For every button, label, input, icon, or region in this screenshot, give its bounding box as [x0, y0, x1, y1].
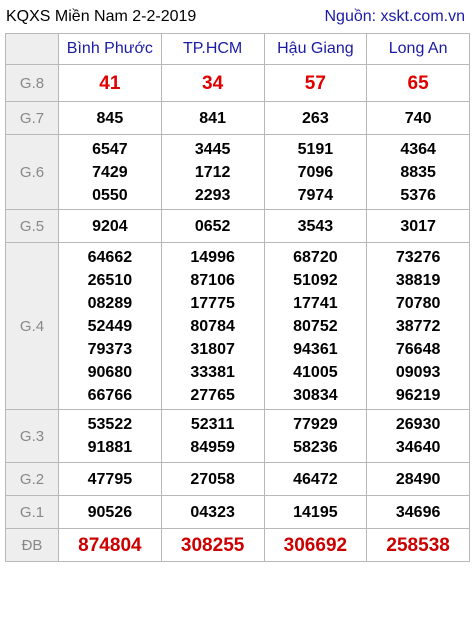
results-table [5, 33, 470, 562]
prize-cell [59, 65, 162, 102]
province-header[interactable]: Hậu Giang [264, 34, 367, 65]
prize-cell [367, 135, 470, 210]
prize-label: G.5 [6, 210, 59, 243]
lottery-number: 90680 [87, 363, 133, 381]
lottery-number: 77929 [293, 416, 338, 433]
prize-cell [161, 463, 264, 496]
lottery-number: 79373 [87, 340, 133, 358]
lottery-number: 90526 [87, 503, 133, 521]
lottery-number: 14195 [293, 503, 338, 521]
prize-cell [59, 135, 162, 210]
lottery-number: 80784 [190, 317, 235, 335]
lottery-number: 8835 [400, 163, 436, 181]
lottery-number: 26510 [87, 271, 133, 289]
lottery-number: 58236 [293, 439, 338, 456]
lottery-number: 47795 [87, 470, 133, 488]
prize-cell [367, 243, 470, 410]
prize-cell [161, 529, 264, 562]
lottery-number: 52311 [190, 416, 235, 433]
lottery-number: 27765 [190, 386, 235, 404]
lottery-number: 0652 [194, 217, 231, 235]
prize-cell [264, 135, 367, 210]
lottery-number: 80752 [293, 317, 338, 335]
prize-cell [367, 496, 470, 529]
lottery-number: 41 [99, 72, 121, 94]
lottery-number: 41005 [293, 363, 338, 381]
lottery-number: 17741 [293, 294, 338, 312]
prize-row [6, 65, 470, 102]
lottery-number: 31807 [190, 340, 235, 358]
lottery-number: 34 [202, 72, 224, 94]
prize-cell [59, 243, 162, 410]
prize-cell [59, 410, 162, 463]
prize-row [6, 102, 470, 135]
prize-cell [59, 102, 162, 135]
lottery-number: 52449 [87, 317, 133, 335]
lottery-number: 3543 [297, 217, 334, 235]
source-link[interactable]: Nguồn: xskt.com.vn [324, 8, 465, 25]
lottery-number: 91881 [87, 439, 133, 456]
prize-label: G.2 [6, 463, 59, 496]
lottery-number: 2293 [194, 186, 231, 204]
lottery-number: 28490 [395, 470, 441, 488]
lottery-number: 33381 [190, 363, 235, 381]
lottery-number: 1712 [194, 163, 231, 181]
prize-label: G.3 [6, 410, 59, 463]
lottery-number: 26930 [395, 416, 441, 433]
lottery-number: 306692 [283, 534, 348, 556]
lottery-number: 53522 [87, 416, 133, 433]
prize-cell [59, 529, 162, 562]
lottery-number: 38819 [395, 271, 441, 289]
lottery-number: 38772 [395, 317, 441, 335]
lottery-number: 09093 [395, 363, 441, 381]
prize-cell [264, 243, 367, 410]
lottery-number: 6547 [92, 140, 128, 158]
prize-cell [264, 102, 367, 135]
prize-cell [161, 65, 264, 102]
prize-cell [161, 102, 264, 135]
lottery-number: 7429 [92, 163, 128, 181]
prize-cell [161, 243, 264, 410]
lottery-number: 258538 [386, 534, 450, 556]
province-header-row [6, 34, 470, 65]
prize-cell [264, 410, 367, 463]
prize-row [6, 210, 470, 243]
prize-cell [59, 210, 162, 243]
lottery-number: 308255 [180, 534, 245, 556]
lottery-number: 51092 [293, 271, 338, 289]
prize-row [6, 410, 470, 463]
lottery-number: 0550 [92, 186, 128, 204]
prize-cell [367, 410, 470, 463]
lottery-number: 7096 [297, 163, 334, 181]
lottery-number: 34696 [395, 503, 441, 521]
lottery-number: 57 [304, 72, 326, 94]
lottery-number: 874804 [78, 534, 142, 556]
lottery-number: 27058 [190, 470, 235, 488]
lottery-number: 08289 [87, 294, 133, 312]
lottery-number: 30834 [293, 386, 338, 404]
prize-cell [367, 529, 470, 562]
lottery-number: 4364 [400, 140, 436, 158]
prize-label: G.4 [6, 243, 59, 410]
lottery-number: 3445 [194, 140, 231, 158]
province-header[interactable]: Long An [367, 34, 470, 65]
lottery-number: 34640 [395, 439, 441, 456]
header-corner-cell [6, 34, 59, 65]
lottery-number: 96219 [395, 386, 441, 404]
prize-label: G.7 [6, 102, 59, 135]
prize-row [6, 496, 470, 529]
lottery-number: 263 [302, 109, 329, 127]
prize-row [6, 463, 470, 496]
title-bar [5, 2, 469, 32]
province-header[interactable]: TP.HCM [161, 34, 264, 65]
prize-row [6, 243, 470, 410]
province-header[interactable]: Bình Phước [59, 34, 162, 65]
prize-label: ĐB [6, 529, 59, 562]
lottery-number: 46472 [293, 470, 338, 488]
prize-label: G.1 [6, 496, 59, 529]
lottery-number: 04323 [190, 503, 235, 521]
lottery-number: 84959 [190, 439, 235, 456]
prize-cell [264, 496, 367, 529]
lottery-number: 841 [199, 109, 226, 127]
prize-cell [161, 135, 264, 210]
lottery-number: 14996 [190, 248, 235, 266]
lottery-number: 70780 [395, 294, 441, 312]
lottery-number: 5376 [400, 186, 436, 204]
prize-cell [367, 463, 470, 496]
lottery-number: 73276 [395, 248, 441, 266]
lottery-number: 68720 [293, 248, 338, 266]
lottery-number: 94361 [293, 340, 338, 358]
prize-rows [6, 65, 470, 562]
prize-cell [59, 463, 162, 496]
lottery-number: 740 [404, 109, 432, 127]
prize-cell [161, 410, 264, 463]
prize-cell [264, 463, 367, 496]
prize-cell [264, 529, 367, 562]
lottery-number: 3017 [400, 217, 436, 235]
lottery-number: 5191 [297, 140, 334, 158]
lottery-number: 87106 [190, 271, 235, 289]
prize-cell [161, 210, 264, 243]
prize-cell [264, 65, 367, 102]
prize-cell [367, 210, 470, 243]
lottery-number: 66766 [87, 386, 133, 404]
lottery-number: 845 [96, 109, 124, 127]
prize-cell [367, 65, 470, 102]
lottery-number: 76648 [395, 340, 441, 358]
prize-row [6, 529, 470, 562]
prize-row [6, 135, 470, 210]
prize-cell [264, 210, 367, 243]
lottery-number: 64662 [87, 248, 133, 266]
lottery-number: 65 [407, 72, 429, 94]
lottery-number: 9204 [92, 217, 128, 235]
prize-cell [59, 496, 162, 529]
results-title: KQXS Miền Nam 2-2-2019 [6, 8, 197, 25]
prize-cell [367, 102, 470, 135]
prize-label: G.8 [6, 65, 59, 102]
prize-cell [161, 496, 264, 529]
lottery-number: 7974 [297, 186, 334, 204]
prize-label: G.6 [6, 135, 59, 210]
lottery-number: 17775 [190, 294, 235, 312]
